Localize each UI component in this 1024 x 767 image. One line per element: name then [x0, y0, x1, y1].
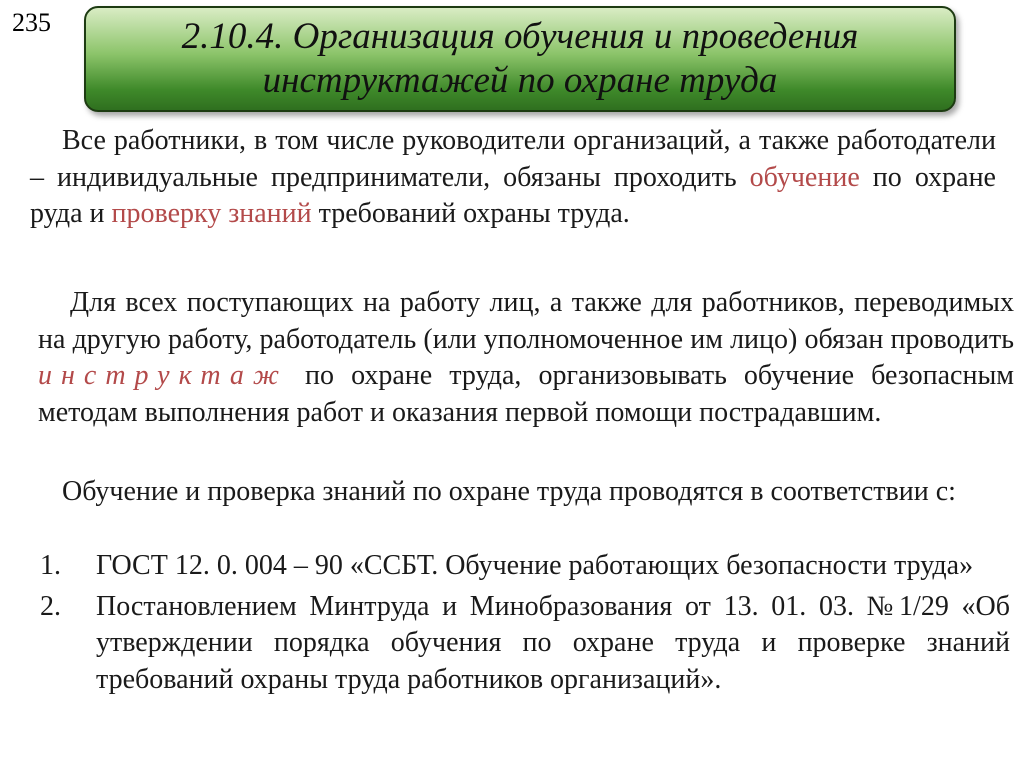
- highlight-briefing: инструктаж: [38, 360, 288, 391]
- highlight-knowledge-check: проверку знаний: [111, 198, 312, 229]
- list-item: [40, 589, 1010, 699]
- list-item-text: ГОСТ 12. 0. 004 – 90 «ССБТ. Обучение работающих безопасности труда»: [96, 550, 974, 581]
- page-number: 235: [12, 8, 51, 37]
- slide-title-line-2: инструктажей по охране труда: [262, 60, 778, 101]
- paragraph-regulations-intro: Обучение и проверка знаний по охране труда проводятся в соответствии с:: [62, 476, 956, 507]
- list-item-text: Постановлением Минтруда и Минобразования от 13. 01. 03. №1/29 «Об утверждении порядка обучения по охране труда и проверке знаний требований охраны труда работников организаций».: [96, 590, 1010, 695]
- regulations-list: [40, 548, 1010, 702]
- list-item-number: 2.: [40, 590, 61, 622]
- paragraph-text: по охране труда, организовывать обучение безопасным методам выполнения работ и оказания первой помощи пострадавшим.: [38, 360, 1014, 428]
- paragraph-briefing-obligation: [38, 285, 1014, 431]
- slide-title-line-1: 2.10.4. Организация обучения и проведения: [181, 16, 859, 57]
- highlight-training: обучение: [749, 161, 860, 193]
- paragraph-text: Все работники, в том числе руководители организаций, а также работодатели – индивидуальные предприниматели, обязаны проходить: [30, 125, 996, 193]
- paragraph-text: требований охраны труда.: [311, 198, 630, 229]
- paragraph-training-obligation: [30, 123, 996, 233]
- paragraph-text: Для всех поступающих на работу лиц, а также для работников, переводимых на другую работу, работодатель (или уполномоченное им лицо) обязан проводить: [38, 287, 1014, 355]
- slide-title-banner: [84, 6, 956, 112]
- paragraph-text: по охране руда и: [30, 161, 996, 229]
- list-item: [40, 548, 1010, 585]
- list-item-number: 1.: [40, 550, 61, 581]
